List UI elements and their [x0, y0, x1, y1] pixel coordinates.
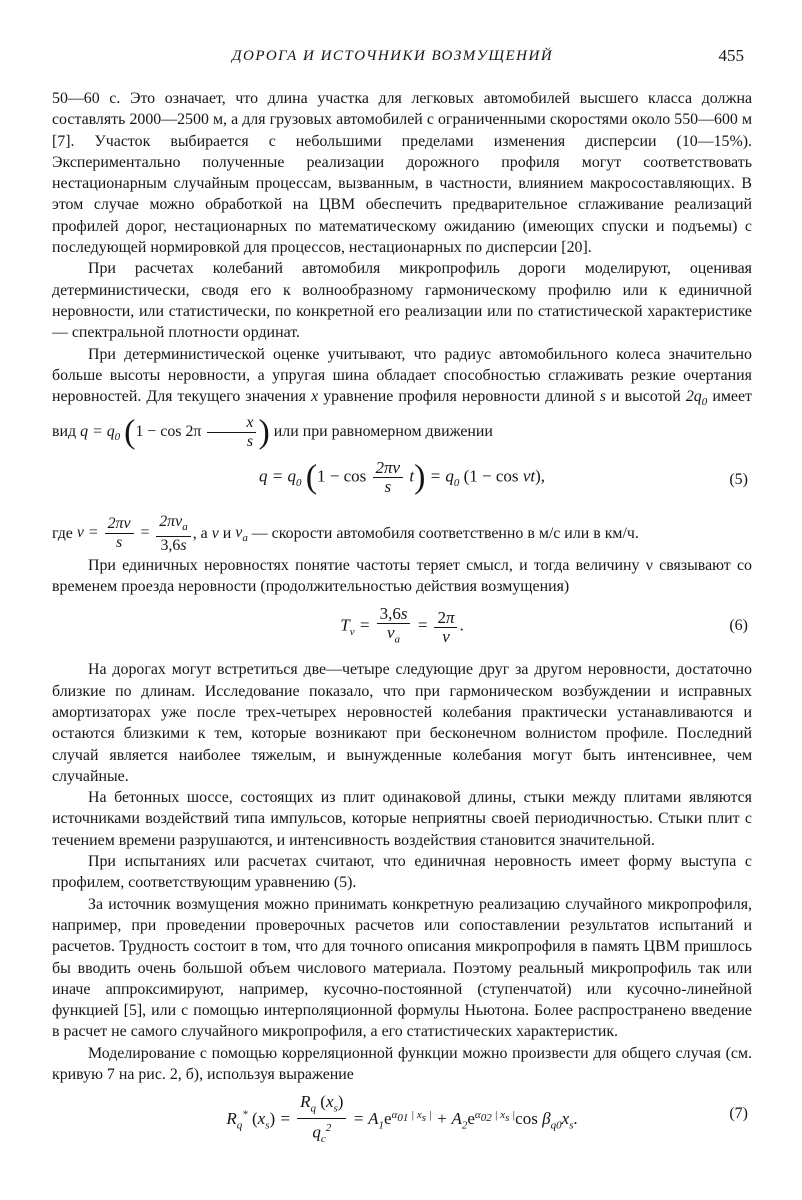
running-title: ДОРОГА И ИСТОЧНИКИ ВОЗМУЩЕНИЙ: [232, 48, 554, 64]
equation-number: (5): [729, 470, 748, 488]
paragraph-with-inline-formula: где ν = $\frac{2\pi v}{s}$ = $\frac{2\pi v_a}{3,6s}$ , а v и $v_a$ — скорости автомобиля соответственно в м/с или в км/ч.: [52, 512, 639, 554]
equation-7: $R_q^*$ $(x_s)$ = $\frac{R_q (x_s)}{q_c^2}$ = $A_1e^{\alpha_{01} | x_s |} + A_2e^{\alpha_{02} | x_s |}\cos$ $\beta_{q0}x_s$. (7): [226, 1092, 748, 1145]
paragraph: При расчетах колебаний автомобиля микропрофиль дороги моделируют, оценивая детерминистически, сводя его к волнообразному гармоническому профилю или к единичной неровности, или статистически, по конкретной его реализации или по статистической характеристике — спектральной плотности ординат.: [52, 260, 752, 342]
paragraph: На дорогах могут встретиться две—четыре следующие друг за другом неровности, достаточно близкие по длинам. Исследование показало, что при гармоническом возбуждении и исправных амортизаторах уже после трех-четырех неровностей колебания практически устанавливаются и остаются близкими к тем, которые возникают при бесконечном волнистом профиле. Последний случай является наиболее тяжелым, и вынужденные колебания могут быть интенсивнее, чем случайные.: [52, 661, 752, 785]
equation-5: $q = q_0$ (1 − cos $\frac{2\pi v}{s}$ $t) = q_0$ (1 − cos νt), (5): [258, 457, 748, 496]
paragraph: При единичных неровностях понятие частоты теряет смысл, и тогда величину ν связывают со временем проезда неровности (продолжительностью действия возмущения): [52, 556, 752, 596]
paragraph: За источник возмущения можно принимать конкретную реализацию случайного микропрофиля, например, при проведении проверочных расчетов или сопоставлении результатов испытаний и расчетов. Трудность состоит в том, что для точного описания микропрофиля в память ЦВМ пришлось бы вводить очень большой объем числового материала. Поэтому реальный микропрофиль так или иначе аппроксимируют, например, кусочно-постоянной (ступенчатой) или кусочно-линейной функцией [5], или с помощью интерполяционной формулы Ньютона. Более распространено введение в расчет не самого случайного микропрофиля, а его статистических характеристик.: [52, 895, 752, 1041]
equation-number: (6): [729, 617, 748, 635]
equation-number: (7): [729, 1105, 748, 1123]
paragraph-with-inline-formula: При детерминистической оценке учитывают, что радиус автомобильного колеса значительно больше высоты неровности, а упругая шина обладает способностью сглаживать резкие очертания неровностей. Для текущего значения x уравнение профиля неровности длиной s и высотой $2q_0$ имеет вид $q = q_0$ (1 − cos 2π $\frac{x}{s}$ ) или при равномерном движении: [52, 345, 752, 451]
paragraph: 50—60 с. Это означает, что длина участка для легковых автомобилей высшего класса должна составлять 2000—2500 м, а для грузовых автомобилей с ограниченными скоростями около 550—600 м [7]. Участок выбирается с небольшими пределами изменения дисперсии (10—15%). Экспериментально полученные реализации дорожного профиля могут соответствовать нестационарным случайным процессам, вызванным, в частности, влиянием макросоставляющих. В этом случае можно обработкой на ЦВМ обеспечить предварительное сглаживание реализаций профилей дорог, нестационарных по математическому ожиданию (имеющих спуски и подъемы) с последующей нормировкой для процессов, нестационарных по дисперсии [20].: [52, 90, 752, 257]
paragraph: На бетонных шоссе, состоящих из плит одинаковой длины, стыки между плитами являются источниками воздействий типа импульсов, которые неприятны своей периодичностью. Стыки плит с течением времени разрушаются, и интенсивность воздействия становится значительной.: [52, 789, 752, 849]
equation-6: $T_\nu$ = $\frac{3,6s}{v_a}$ = $\frac{2\pi}{\nu}$ . (6): [340, 604, 748, 646]
page-body: [52, 88, 752, 1147]
page-header: [0, 48, 802, 72]
paragraph: Моделирование с помощью корреляционной функции можно произвести для общего случая (см. кривую 7 на рис. 2, б), используя выражение: [52, 1044, 752, 1084]
page-number: 455: [718, 46, 744, 65]
inline-formula: $q = q_0$ (1 − cos 2π $\frac{x}{s}$ ): [80, 413, 270, 451]
paragraph: При испытаниях или расчетах считают, что единичная неровность имеет форму выступа с профилем, соответствующим уравнению (5).: [52, 853, 752, 892]
